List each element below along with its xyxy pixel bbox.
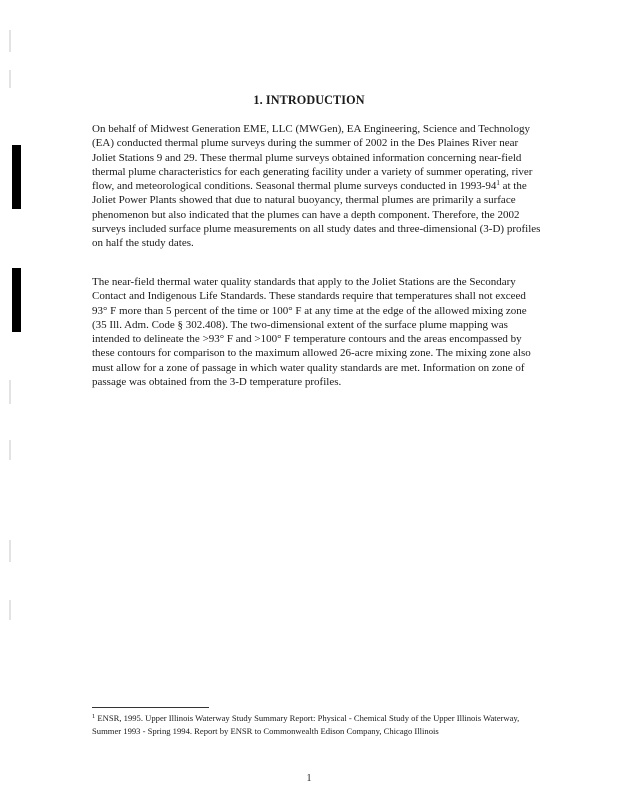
footnote-reference: 1 [496,179,500,188]
scan-artifact-tick [9,30,11,52]
intro-paragraph-1 [92,122,542,251]
scan-artifact-bar-bottom [12,268,21,332]
footnote [92,712,537,738]
scan-artifact-tick [9,70,11,88]
section-heading: 1. INTRODUCTION [253,93,365,107]
scan-artifact-tick [9,380,11,404]
scan-artifact-tick [9,600,11,620]
footnote-text: ENSR, 1995. Upper Illinois Waterway Study Summary Report: Physical - Chemical Study of the Upper Illinois Waterway, Summer 1993 - Spring 1994. Report by ENSR to Commonwealth Edison Company, Chicago Illinois [92,713,520,737]
scan-artifact-bar-top [12,145,21,209]
page-number: 1 [306,773,312,784]
footnote-marker: 1 [92,713,96,720]
paragraph-text-after-footnote: at the Joliet Power Plants showed that due to natural buoyancy, thermal plumes are primarily a surface phenomenon but also indicated that the plumes can have a depth component. Therefore, the 2002 surveys included surface plume measurements on all study dates and three-dimensional (3-D) profiles on half the study dates. [92,180,541,250]
paragraph-text-before-footnote: On behalf of Midwest Generation EME, LLC (MWGen), EA Engineering, Science and Technology (EA) conducted thermal plume surveys during the summer of 2002 in the Des Plaines River near Joliet Stations 9 and 29. These thermal plume surveys obtained information concerning near-field thermal plume characteristics for each generating facility under a variety of summer operating, river flow, and meteorological conditions. Seasonal thermal plume surveys conducted in 1993-94 [92,123,533,193]
intro-paragraph-2: The near-field thermal water quality standards that apply to the Joliet Stations are the Secondary Contact and Indigenous Life Standards. These standards require that temperatures shall not exceed 93° F more than 5 percent of the time or 100° F at any time at the edge of the allowed mixing zone (35 Ill. Adm. Code § 302.408). The two-dimensional extent of the surface plume mapping was intended to delineate the >93° F and >100° F temperature contours and the areas encompassed by these contours for comparison to the maximum allowed 26-acre mixing zone. The mixing zone also must allow for a zone of passage in which water quality standards are met. Information on zone of passage was obtained from the 3-D temperature profiles. [92,276,531,389]
scan-artifact-tick [9,440,11,460]
scan-artifact-tick [9,540,11,562]
footnote-separator [92,707,209,708]
